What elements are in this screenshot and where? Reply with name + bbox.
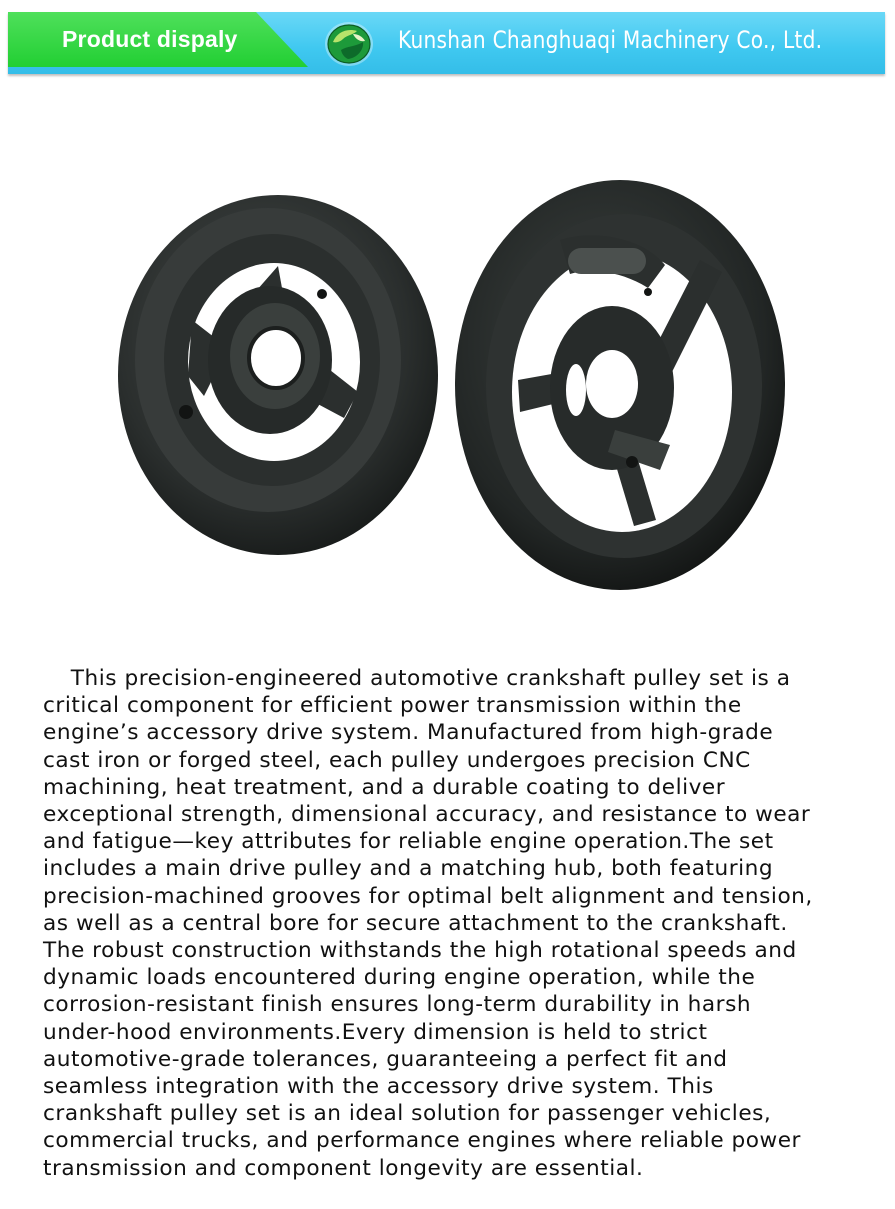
- product-description: [43, 665, 867, 1182]
- description-line: crankshaft pulley set is an ideal solution for passenger vehicles,: [43, 1101, 772, 1126]
- description-line: includes a main drive pulley and a matching hub, both featuring: [43, 856, 774, 881]
- description-line: commercial trucks, and performance engines where reliable power: [43, 1128, 801, 1153]
- description-line: cast iron or forged steel, each pulley undergoes precision CNC: [43, 747, 751, 772]
- description-line: as well as a central bore for secure attachment to the crankshaft.: [43, 910, 788, 935]
- description-line: under-hood environments.Every dimension is held to strict: [43, 1019, 708, 1044]
- description-line: seamless integration with the accessory drive system. This: [43, 1074, 714, 1099]
- description-line: and fatigue—key attributes for reliable engine operation.The set: [43, 829, 774, 854]
- description-line: machining, heat treatment, and a durable coating to deliver: [43, 774, 726, 799]
- description-line: The robust construction withstands the high rotational speeds and: [43, 938, 797, 963]
- description-line: corrosion-resistant finish ensures long-term durability in harsh: [43, 992, 752, 1017]
- company-name: Kunshan Changhuaqi Machinery Co., Ltd.: [398, 26, 823, 54]
- description-line: dynamic loads encountered during engine operation, while the: [43, 965, 756, 990]
- description-line: engine’s accessory drive system. Manufactured from high-grade: [43, 720, 774, 745]
- pulley-right: [455, 180, 785, 590]
- globe-logo-icon: [323, 20, 375, 68]
- description-line: This precision-engineered automotive crankshaft pulley set is a: [70, 666, 791, 690]
- description-line: exceptional strength, dimensional accuracy, and resistance to wear: [43, 802, 811, 827]
- description-line: precision-machined grooves for optimal belt alignment and tension,: [43, 883, 813, 908]
- description-line: automotive-grade tolerances, guaranteeing a perfect fit and: [43, 1046, 728, 1071]
- pulley-left: [118, 195, 438, 555]
- description-line: transmission and component longevity are essential.: [43, 1155, 644, 1180]
- pulley-photo: [100, 180, 800, 600]
- description-line: critical component for efficient power transmission within the: [43, 693, 742, 718]
- product-display-title: Product dispaly: [62, 26, 238, 52]
